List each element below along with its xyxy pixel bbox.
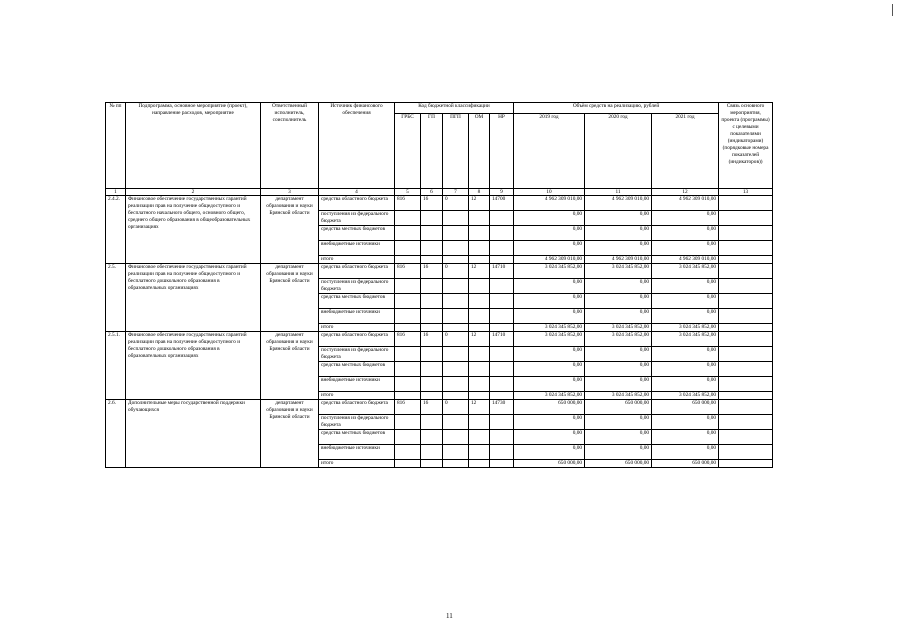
budget-code-cell — [395, 362, 421, 377]
budget-code-cell — [490, 294, 514, 309]
source-label: средства областного бюджета — [319, 264, 395, 279]
item-number: 2.5.1. — [106, 332, 126, 400]
source-label: итого — [319, 256, 395, 264]
amount-value: 4 962 309 010,00 — [514, 196, 585, 211]
amount-value: 650 000,00 — [514, 400, 585, 415]
budget-code-cell — [395, 211, 421, 226]
amount-value: 0,00 — [652, 241, 719, 256]
total-value: 3 024 345 852,00 — [585, 324, 652, 332]
source-label: внебюджетные источники — [319, 309, 395, 324]
item-executor: департамент образования и науки Брянской области — [261, 264, 319, 332]
table-row — [106, 264, 773, 279]
total-value: 3 024 345 852,00 — [585, 392, 652, 400]
budget-code-cell: 816 — [395, 332, 421, 347]
budget-code-cell — [421, 241, 443, 256]
budget-code-cell — [469, 294, 490, 309]
budget-code-cell — [421, 445, 443, 460]
source-label: поступления из федерального бюджета — [319, 347, 395, 362]
amount-value: 3 024 345 852,00 — [585, 264, 652, 279]
budget-code-cell — [490, 279, 514, 294]
source-label: итого — [319, 392, 395, 400]
amount-value: 0,00 — [585, 241, 652, 256]
budget-code-cell — [443, 256, 469, 264]
budget-code-cell — [421, 377, 443, 392]
amount-value: 0,00 — [585, 445, 652, 460]
budget-code-cell — [469, 256, 490, 264]
header-executor: Ответственный исполнитель, соисполнитель — [261, 103, 319, 189]
link-cell — [719, 430, 773, 445]
budget-code-cell — [443, 460, 469, 468]
amount-value: 0,00 — [585, 279, 652, 294]
col-number: 13 — [719, 189, 773, 196]
budget-code-cell: 14710 — [490, 264, 514, 279]
table-row — [106, 332, 773, 347]
budget-code-cell — [443, 294, 469, 309]
budget-code-cell: 16 — [421, 332, 443, 347]
link-cell — [719, 445, 773, 460]
budget-code-cell — [443, 309, 469, 324]
link-cell — [719, 377, 773, 392]
total-value: 3 024 345 852,00 — [652, 324, 719, 332]
budget-code-cell — [395, 347, 421, 362]
scan-edge-line — [892, 4, 893, 16]
item-name: Дополнительные меры государственной поддержки обучающихся — [126, 400, 261, 468]
amount-value: 0,00 — [514, 241, 585, 256]
source-label: средства областного бюджета — [319, 332, 395, 347]
budget-code-cell: 0 — [443, 196, 469, 211]
amount-value: 0,00 — [652, 362, 719, 377]
amount-value: 0,00 — [514, 377, 585, 392]
col-number: 11 — [585, 189, 652, 196]
budget-code-cell — [421, 211, 443, 226]
source-label: средства областного бюджета — [319, 400, 395, 415]
amount-value: 0,00 — [514, 415, 585, 430]
amount-value: 0,00 — [514, 430, 585, 445]
budget-code-cell: 16 — [421, 196, 443, 211]
budget-code-cell — [395, 256, 421, 264]
link-cell — [719, 332, 773, 347]
total-value: 3 024 345 852,00 — [514, 324, 585, 332]
budget-code-cell — [490, 415, 514, 430]
amount-value: 650 000,00 — [652, 400, 719, 415]
amount-value: 0,00 — [585, 430, 652, 445]
header-program: Подпрограмма, основное мероприятие (проект), направление расходов, мероприятие — [126, 103, 261, 189]
budget-code-cell: 816 — [395, 196, 421, 211]
table-row — [106, 196, 773, 211]
header-year-2020: 2020 год — [585, 114, 652, 189]
budget-code-cell — [421, 324, 443, 332]
total-value: 4 962 309 010,00 — [652, 256, 719, 264]
source-label: поступления из федерального бюджета — [319, 279, 395, 294]
budget-code-cell — [421, 294, 443, 309]
budget-code-cell — [421, 415, 443, 430]
link-cell — [719, 211, 773, 226]
budget-code-cell — [469, 430, 490, 445]
total-value: 3 024 345 852,00 — [514, 392, 585, 400]
source-label: средства местных бюджетов — [319, 294, 395, 309]
col-number: 12 — [652, 189, 719, 196]
link-cell — [719, 392, 773, 400]
budget-code-cell — [395, 460, 421, 468]
col-number: 6 — [421, 189, 443, 196]
header-code-om: ОМ — [469, 114, 490, 189]
budget-code-cell — [469, 460, 490, 468]
budget-table — [105, 102, 773, 468]
budget-code-cell — [490, 430, 514, 445]
budget-code-cell — [443, 241, 469, 256]
total-value: 3 024 345 852,00 — [652, 392, 719, 400]
amount-value: 0,00 — [652, 226, 719, 241]
budget-code-cell — [469, 211, 490, 226]
amount-value: 0,00 — [514, 226, 585, 241]
col-number: 9 — [490, 189, 514, 196]
amount-value: 0,00 — [652, 211, 719, 226]
item-executor: департамент образования и науки Брянской области — [261, 196, 319, 264]
link-cell — [719, 264, 773, 279]
source-label: средства местных бюджетов — [319, 226, 395, 241]
header-year-2019: 2019 год — [514, 114, 585, 189]
link-cell — [719, 415, 773, 430]
budget-code-cell — [490, 256, 514, 264]
budget-code-cell — [490, 445, 514, 460]
budget-code-cell — [490, 226, 514, 241]
col-number: 2 — [126, 189, 261, 196]
budget-code-cell — [395, 445, 421, 460]
amount-value: 0,00 — [585, 415, 652, 430]
budget-code-cell — [469, 279, 490, 294]
link-cell — [719, 279, 773, 294]
budget-code-cell — [443, 445, 469, 460]
source-label: средства местных бюджетов — [319, 362, 395, 377]
source-label: итого — [319, 460, 395, 468]
budget-code-cell — [395, 309, 421, 324]
budget-code-cell: 816 — [395, 264, 421, 279]
source-label: средства областного бюджета — [319, 196, 395, 211]
budget-code-cell — [469, 309, 490, 324]
budget-code-cell — [421, 309, 443, 324]
budget-code-cell — [443, 430, 469, 445]
budget-code-cell — [395, 279, 421, 294]
amount-value: 3 024 345 852,00 — [652, 332, 719, 347]
amount-value: 0,00 — [514, 362, 585, 377]
budget-code-cell — [469, 392, 490, 400]
budget-code-cell: 12 — [469, 264, 490, 279]
budget-code-cell: 14710 — [490, 332, 514, 347]
amount-value: 0,00 — [652, 347, 719, 362]
amount-value: 0,00 — [652, 377, 719, 392]
amount-value: 0,00 — [585, 294, 652, 309]
header-code-gp: ГП — [421, 114, 443, 189]
header-code-nr: НР — [490, 114, 514, 189]
total-value: 650 000,00 — [585, 460, 652, 468]
amount-value: 0,00 — [514, 279, 585, 294]
link-cell — [719, 400, 773, 415]
budget-code-cell — [443, 211, 469, 226]
amount-value: 3 024 345 852,00 — [652, 264, 719, 279]
budget-code-cell: 12 — [469, 400, 490, 415]
budget-code-cell — [490, 324, 514, 332]
budget-code-cell — [469, 241, 490, 256]
budget-code-cell — [443, 226, 469, 241]
amount-value: 3 024 345 852,00 — [585, 332, 652, 347]
amount-value: 0,00 — [652, 294, 719, 309]
amount-value: 0,00 — [585, 211, 652, 226]
amount-value: 0,00 — [585, 377, 652, 392]
amount-value: 0,00 — [514, 309, 585, 324]
item-executor: департамент образования и науки Брянской области — [261, 400, 319, 468]
budget-code-cell: 0 — [443, 332, 469, 347]
budget-code-cell — [443, 377, 469, 392]
budget-code-cell: 12 — [469, 196, 490, 211]
link-cell — [719, 256, 773, 264]
item-name: Финансовое обеспечение государственных гарантий реализации прав на получение общедоступного и бесплатного начального общего, основного общего, среднего общего образования в общеобразовательных организациях — [126, 196, 261, 264]
budget-code-cell — [395, 294, 421, 309]
source-label: поступления из федерального бюджета — [319, 211, 395, 226]
budget-code-cell — [443, 415, 469, 430]
amount-value: 0,00 — [514, 445, 585, 460]
source-label: поступления из федерального бюджета — [319, 415, 395, 430]
col-number: 5 — [395, 189, 421, 196]
source-label: средства местных бюджетов — [319, 430, 395, 445]
col-number: 10 — [514, 189, 585, 196]
budget-code-cell — [490, 377, 514, 392]
budget-code-cell: 16 — [421, 400, 443, 415]
total-value: 4 962 309 010,00 — [585, 256, 652, 264]
amount-value: 650 000,00 — [585, 400, 652, 415]
table-row — [106, 400, 773, 415]
header-source: Источник финансового обеспечения — [319, 103, 395, 189]
amount-value: 0,00 — [652, 279, 719, 294]
budget-code-cell — [469, 415, 490, 430]
item-name: Финансовое обеспечение государственных гарантий реализации прав на получение общедоступного и бесплатного дошкольного образования в образовательных организациях — [126, 264, 261, 332]
budget-code-cell — [490, 241, 514, 256]
amount-value: 0,00 — [514, 347, 585, 362]
col-number: 8 — [469, 189, 490, 196]
budget-code-cell: 12 — [469, 332, 490, 347]
amount-value: 0,00 — [652, 445, 719, 460]
link-cell — [719, 309, 773, 324]
header-year-2021: 2021 год — [652, 114, 719, 189]
amount-value: 0,00 — [585, 226, 652, 241]
budget-code-cell — [490, 347, 514, 362]
budget-code-cell — [421, 279, 443, 294]
budget-code-cell: 0 — [443, 400, 469, 415]
link-cell — [719, 294, 773, 309]
item-number: 2.4.2. — [106, 196, 126, 264]
header-budget-code: Код бюджетной классификации — [395, 103, 514, 114]
budget-code-cell — [395, 415, 421, 430]
header-num: № пп — [106, 103, 126, 189]
header-code-pgp: ПГП — [443, 114, 469, 189]
budget-code-cell — [490, 392, 514, 400]
column-number-row — [106, 189, 773, 196]
link-cell — [719, 347, 773, 362]
amount-value: 0,00 — [514, 211, 585, 226]
total-value: 4 962 309 010,00 — [514, 256, 585, 264]
budget-code-cell: 14730 — [490, 400, 514, 415]
item-executor: департамент образования и науки Брянской области — [261, 332, 319, 400]
source-label: внебюджетные источники — [319, 377, 395, 392]
amount-value: 0,00 — [514, 294, 585, 309]
amount-value: 3 024 345 852,00 — [514, 332, 585, 347]
budget-code-cell — [469, 377, 490, 392]
item-name: Финансовое обеспечение государственных гарантий реализации прав на получение общедоступного и бесплатного дошкольного образования в образовательных организациях — [126, 332, 261, 400]
amount-value: 0,00 — [585, 309, 652, 324]
amount-value: 0,00 — [652, 309, 719, 324]
source-label: внебюджетные источники — [319, 241, 395, 256]
budget-code-cell — [490, 460, 514, 468]
link-cell — [719, 460, 773, 468]
amount-value: 3 024 345 852,00 — [514, 264, 585, 279]
amount-value: 0,00 — [652, 430, 719, 445]
budget-code-cell — [395, 324, 421, 332]
source-label: внебюджетные источники — [319, 445, 395, 460]
header-volume: Объём средств на реализацию, рублей — [514, 103, 719, 114]
amount-value: 4 962 309 010,00 — [652, 196, 719, 211]
amount-value: 4 962 309 010,00 — [585, 196, 652, 211]
amount-value: 0,00 — [652, 415, 719, 430]
budget-code-cell — [469, 324, 490, 332]
budget-code-cell — [469, 347, 490, 362]
amount-value: 0,00 — [585, 362, 652, 377]
budget-code-cell — [469, 226, 490, 241]
budget-code-cell — [443, 279, 469, 294]
amount-value: 0,00 — [585, 347, 652, 362]
budget-code-cell — [443, 392, 469, 400]
total-value: 650 000,00 — [514, 460, 585, 468]
budget-code-cell — [395, 430, 421, 445]
col-number: 7 — [443, 189, 469, 196]
item-number: 2.5. — [106, 264, 126, 332]
col-number: 4 — [319, 189, 395, 196]
page-number: 11 — [446, 612, 453, 620]
budget-code-cell — [443, 362, 469, 377]
budget-code-cell — [421, 256, 443, 264]
col-number: 1 — [106, 189, 126, 196]
budget-code-cell — [421, 430, 443, 445]
link-cell — [719, 324, 773, 332]
budget-code-cell — [421, 362, 443, 377]
budget-code-cell — [490, 211, 514, 226]
budget-code-cell — [421, 460, 443, 468]
link-cell — [719, 226, 773, 241]
budget-code-cell — [421, 392, 443, 400]
link-cell — [719, 362, 773, 377]
budget-code-cell — [395, 377, 421, 392]
budget-code-cell — [395, 241, 421, 256]
source-label: итого — [319, 324, 395, 332]
budget-code-cell: 0 — [443, 264, 469, 279]
budget-code-cell — [443, 324, 469, 332]
budget-code-cell — [421, 347, 443, 362]
link-cell — [719, 241, 773, 256]
col-number: 3 — [261, 189, 319, 196]
budget-code-cell — [490, 309, 514, 324]
budget-code-cell — [469, 445, 490, 460]
header-code-grbs: ГРБС — [395, 114, 421, 189]
budget-code-cell — [395, 226, 421, 241]
budget-code-cell — [443, 347, 469, 362]
budget-code-cell — [469, 362, 490, 377]
link-cell — [719, 196, 773, 211]
budget-code-cell — [490, 362, 514, 377]
item-number: 2.6. — [106, 400, 126, 468]
header-link: Связь основного мероприятия, проекта (программы) с целевыми показателями (индикаторами) (порядковые номера показателей (индикаторов)) — [719, 103, 773, 189]
total-value: 650 000,00 — [652, 460, 719, 468]
budget-code-cell: 14700 — [490, 196, 514, 211]
budget-code-cell: 16 — [421, 264, 443, 279]
budget-code-cell — [395, 392, 421, 400]
budget-code-cell — [421, 226, 443, 241]
budget-code-cell: 816 — [395, 400, 421, 415]
